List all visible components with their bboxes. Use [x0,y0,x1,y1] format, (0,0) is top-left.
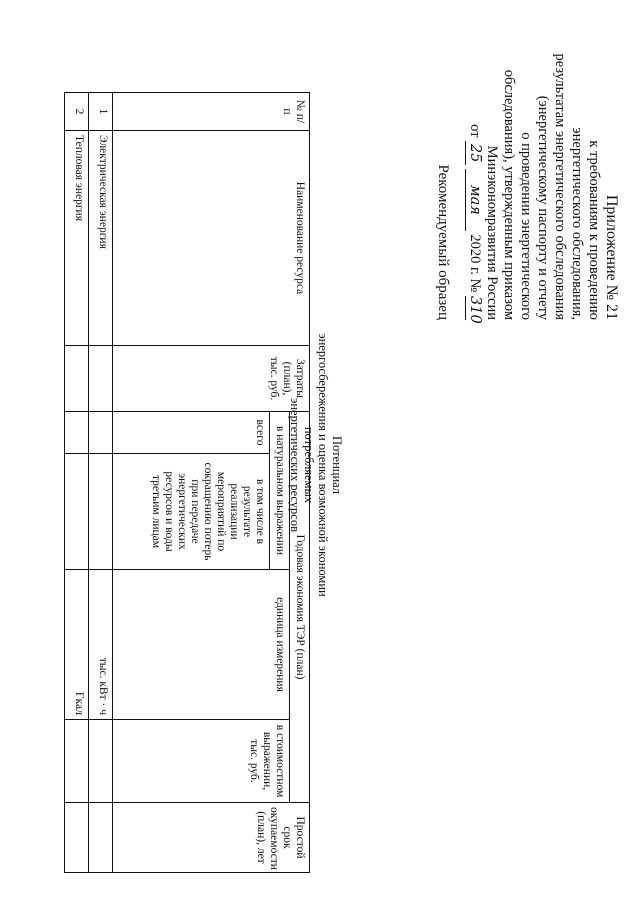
appendix-line: Минэкономразвития России [484,145,500,320]
row-including-cell [89,454,113,570]
appendix-line: энергетического обследования, [569,127,585,320]
row-total-cell [89,412,113,454]
header-unit: единица измерения [113,570,290,720]
header-including-losses: в том числе в результате реализации мероприятий по сокращению потерь при передаче энергетических ресурсов и воды третьим лицам [113,454,270,570]
row-cost-cell [89,346,113,412]
handwritten-month: мая [465,169,483,231]
row-resource-name: Электрическая энергия [89,131,113,346]
row-unit: Гкал [65,570,89,720]
row-value-cell [65,720,89,803]
sample-label: Рекомендуемый образец [435,164,451,320]
row-including-cell [65,454,89,570]
row-resource-name: Тепловая энергия [65,131,89,346]
row-unit: тыс. кВт · ч [89,570,113,720]
header-natural-terms: в натуральном выражении [270,412,290,570]
appendix-header [434,20,620,324]
header-number: № п/п [113,93,310,131]
row-value-cell [89,720,113,803]
title-line: энергетических ресурсов [288,397,302,533]
header-payback: Простой срок окупаемости (план), лет [113,803,310,873]
appendix-title: Приложение № 21 [603,194,620,320]
resources-table [64,92,310,873]
row-number: 2 [65,93,89,131]
row-payback-cell [89,803,113,873]
appendix-line: к требованиям к проведению [586,140,602,320]
title-line: Потенциал [330,435,344,495]
row-cost-cell [65,346,89,412]
row-number: 1 [89,93,113,131]
table-row [65,93,89,873]
header-total: всего [113,412,270,454]
appendix-line: (энергетическому паспорту и отчету [535,95,551,320]
header-resource-name: Наименование ресурса [113,131,310,346]
handwritten-day: 25 [465,141,483,165]
header-cost-terms: в стоимостном выражении, тыс. руб. [113,720,290,803]
header-annual-savings: Годовая экономия ТЭР (план) [290,412,310,803]
appendix-line: обследования), утвержденным приказом [501,69,517,320]
date-year: 2020 г. № [467,234,483,293]
date-prefix: от [467,124,483,138]
appendix-line: результатам энергетического обследования [552,53,568,320]
handwritten-order-number: 310 [467,296,483,324]
table-row [89,93,113,873]
row-payback-cell [65,803,89,873]
row-total-cell [65,412,89,454]
header-cost: Затраты (план), тыс. руб. [113,346,310,412]
appendix-line: о проведении энергетического [518,132,534,320]
approval-date-line [465,20,483,324]
title-line: энергосбережения и оценка возможной экономии потребляемых [302,333,330,597]
